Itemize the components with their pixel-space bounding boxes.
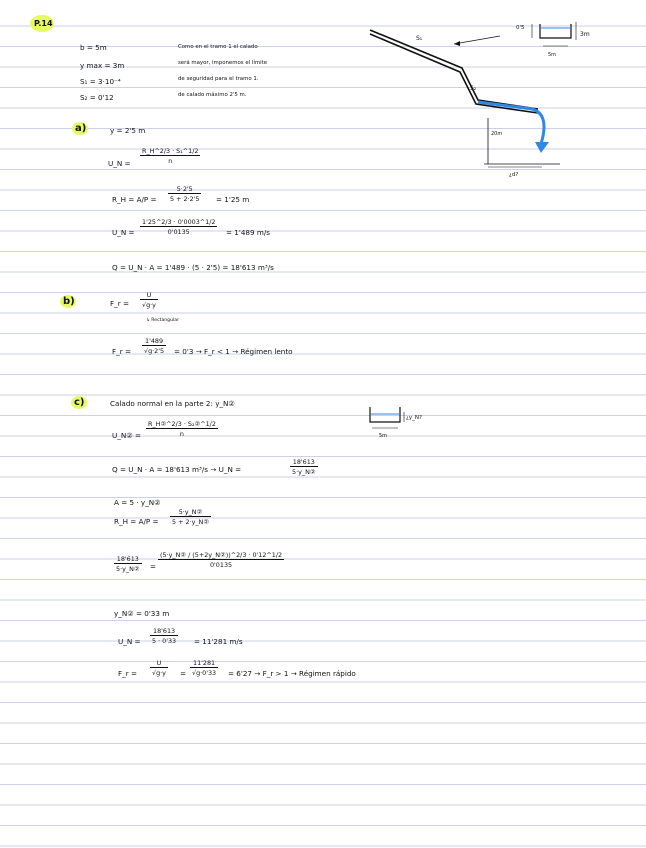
c-flow-line: Q = U_N · A = 18'613 m³/s → U_N = — [112, 465, 242, 474]
b-fr2-fraction — [142, 338, 166, 355]
section-a-label: a) — [75, 123, 87, 134]
c-un-fraction — [146, 421, 218, 438]
c-fr-result: = 6'27 → F_r > 1 → Régimen rápido — [228, 669, 356, 678]
c-area: A = 5 · y_N② — [114, 498, 161, 507]
a-un-fraction — [140, 148, 200, 165]
a-rh-fraction — [168, 186, 201, 203]
given-ymax: y max = 3m — [80, 61, 125, 70]
note-line-2: será mayor, imponemos el límite — [178, 60, 268, 66]
c-fr-eq: = — [180, 669, 187, 678]
c-intro: Calado normal en la parte 2: y_N② — [110, 399, 235, 408]
c-eq-lhs-num: 18'613 — [116, 555, 139, 563]
c-fr-fraction-1 — [150, 660, 168, 677]
a-depth: y = 2'5 m — [110, 126, 146, 135]
b-fr-num: U — [146, 291, 152, 299]
c-eq-rhs-den: 0'0135 — [209, 561, 233, 570]
c-un2-num: 18'613 — [153, 627, 176, 635]
c-fr-num-2: 11'281 — [193, 659, 216, 667]
section-c-label: c) — [74, 397, 85, 408]
b-fr2-lhs: F_r = — [112, 347, 131, 356]
a-un2-den: 0'0135 — [167, 228, 190, 237]
c-fr-den-2: √g·0'33 — [192, 669, 217, 678]
c-q-fraction — [290, 459, 318, 476]
c-fr-lhs: F_r = — [118, 669, 137, 678]
a-rh-lhs: R_H = A/P = — [112, 195, 157, 204]
a-un-num: R_H^2/3 · S₁^1/2 — [142, 147, 199, 155]
given-b: b = 5m — [80, 43, 107, 52]
c-eq-lhs-den: 5·y_N② — [116, 565, 140, 574]
b-fr-den: √g·y — [142, 301, 156, 310]
b-rect-note: ↳ Rectangular — [146, 318, 179, 323]
section-b-label: b) — [63, 296, 75, 307]
c-channel-sketch — [368, 404, 448, 444]
c-q-den: 5·y_N② — [292, 468, 316, 477]
channel-profile — [370, 30, 538, 113]
cross-section — [532, 22, 576, 46]
problem-label: P.14 — [34, 19, 53, 28]
label-distance: ¿d? — [509, 172, 519, 178]
c-un2-den: 5 · 0'33 — [152, 637, 177, 646]
c-side-depth: ¿y_N? — [406, 415, 422, 421]
c-q-num: 18'613 — [292, 458, 315, 466]
given-s1: S₁ = 3·10⁻⁴ — [80, 77, 121, 86]
c-eq-sign: = — [150, 562, 157, 571]
c-un-lhs: U_N② = — [112, 431, 141, 440]
c-fr-den-1: √g·y — [152, 669, 166, 678]
b-fr-lhs: F_r = — [110, 299, 129, 308]
c-un2-fraction — [150, 628, 178, 645]
c-un-num: R_H②^2/3 · S₂②^1/2 — [148, 420, 216, 428]
channel-diagram — [360, 14, 640, 184]
label-channel-depth: 3m — [580, 31, 590, 38]
a-flow-line: Q = U_N · A = 1'489 · (5 · 2'5) = 18'613 m³/s — [112, 263, 274, 272]
c-eq-lhs — [114, 556, 142, 573]
label-channel-width: 5m — [548, 52, 557, 58]
b-fr-fraction — [140, 292, 158, 309]
label-s1: S₁ — [416, 35, 423, 42]
a-un-den: n — [168, 157, 173, 166]
c-eq-rhs — [158, 552, 284, 569]
c-fr-fraction-2 — [190, 660, 218, 677]
b-fr2-result: = 0'3 → F_r < 1 → Régimen lento — [174, 347, 293, 356]
c-rh-lhs: R_H = A/P = — [114, 517, 159, 526]
c-un2-result: = 11'281 m/s — [194, 637, 243, 646]
c-un2-lhs: U_N = — [118, 637, 141, 646]
a-un2-fraction — [140, 219, 217, 236]
label-height: 20m — [491, 131, 503, 137]
a-un2-lhs: U_N = — [112, 228, 135, 237]
c-side-width: 5m — [379, 433, 388, 439]
label-freeboard: 0'5 — [516, 25, 525, 31]
b-fr2-num: 1'489 — [145, 337, 164, 345]
c-rh-num: 5·y_N② — [178, 508, 203, 516]
label-s2: S₂ — [470, 85, 477, 92]
a-rh-num: 5·2'5 — [176, 185, 193, 193]
c-rh-fraction — [170, 509, 211, 526]
a-rh-den: 5 + 2·2'5 — [170, 195, 200, 204]
note-line-1: Como en el tramo 1 el calado — [178, 44, 258, 50]
c-fr-num-1: U — [156, 659, 162, 667]
slope-arrow — [454, 36, 500, 44]
c-yn-result: y_N② = 0'33 m — [114, 609, 170, 618]
a-un2-num: 1'25^2/3 · 0'0003^1/2 — [142, 218, 216, 226]
note-line-4: de calado máximo 2'5 m. — [178, 92, 247, 98]
water-arrow-head — [535, 142, 549, 153]
note-line-3: de seguridad para el tramo 1. — [178, 76, 259, 82]
c-un-den: n — [179, 430, 184, 439]
a-un-lhs: U_N = — [108, 159, 131, 168]
c-rh-den: 5 + 2·y_N② — [172, 518, 210, 527]
b-fr2-den: √g·2'5 — [144, 347, 165, 356]
c-eq-rhs-num: (5·y_N② / (5+2y_N②))^2/3 · 0'12^1/2 — [160, 551, 283, 559]
given-s2: S₂ = 0'12 — [80, 93, 114, 102]
a-rh-result: = 1'25 m — [216, 195, 250, 204]
a-un2-result: = 1'489 m/s — [226, 228, 271, 237]
